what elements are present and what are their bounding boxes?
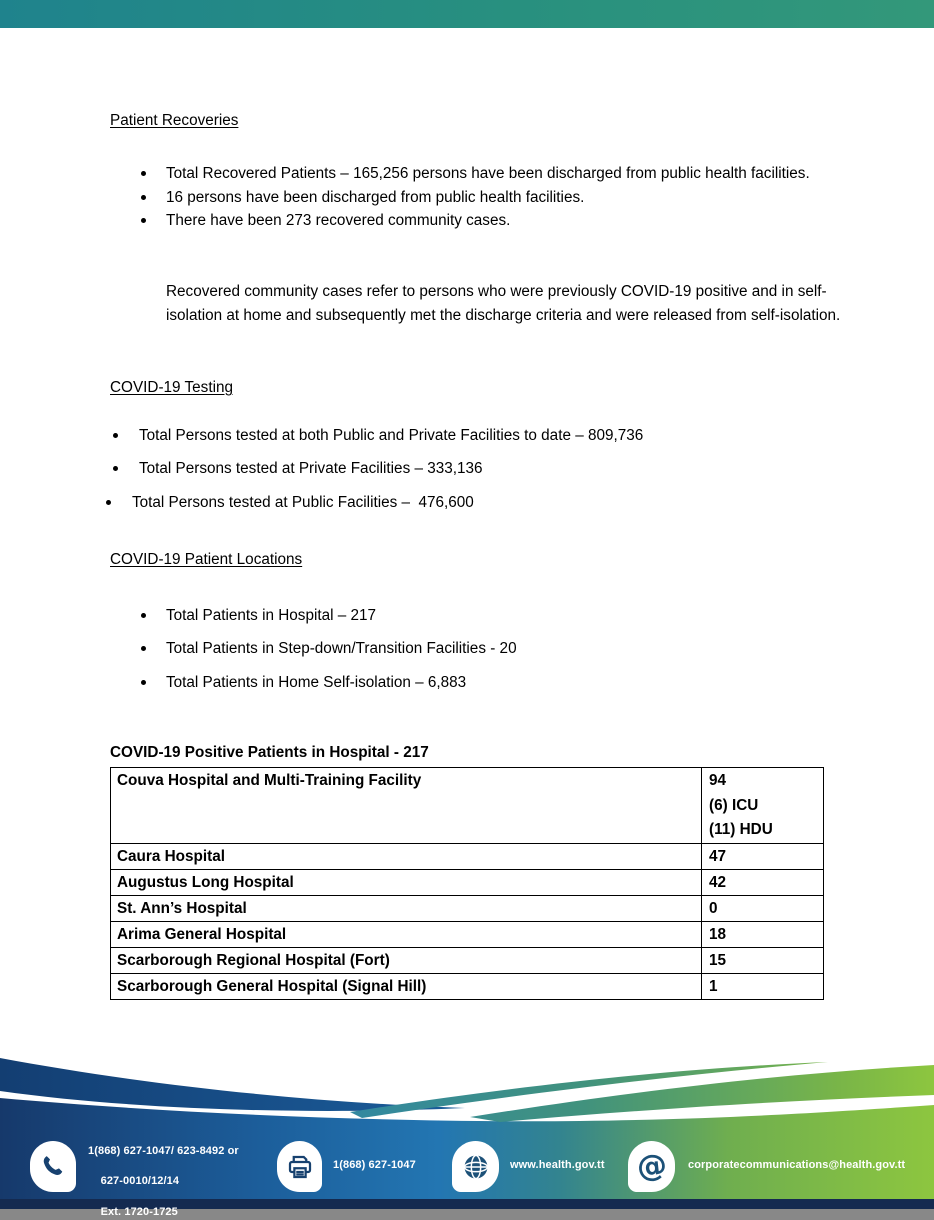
recovered-cases-note: Recovered community cases refer to persons who were previously COVID-19 positive and in self-isolation at home and subsequently met the discharge criteria and were released from self-isolation. (166, 283, 841, 324)
bullet-icon (113, 433, 118, 438)
value-line: (6) ICU (709, 796, 759, 814)
value-cell (701, 844, 823, 869)
phone-line: Ext. 1720-1725 (100, 1205, 178, 1218)
value-cell (701, 896, 823, 921)
list-item (110, 461, 643, 476)
facility-cell: Caura Hospital (117, 848, 225, 865)
table-row (111, 973, 823, 999)
list-item-text: Total Patients in Hospital – 217 (166, 607, 377, 624)
list-item-text: Total Persons tested at Public Facilities – 476,600 (132, 493, 474, 511)
table-row (111, 843, 823, 869)
list-item-text: Total Persons tested at Private Facilities – 333,136 (139, 460, 483, 478)
value-cell (701, 768, 823, 843)
table-row (111, 947, 823, 973)
fax-number-text: 1(868) 627-1047 (333, 1159, 416, 1171)
table-row (111, 768, 823, 843)
bullet-icon (141, 195, 146, 200)
testing-list (110, 428, 643, 510)
value-cell (701, 870, 823, 895)
phone-line: 1(868) 627-1047/ 623-8492 or (88, 1145, 239, 1157)
patient-recoveries-list (110, 162, 870, 233)
hospital-table-caption: COVID-19 Positive Patients in Hospital - 217 (110, 744, 429, 761)
at-glyph: @ (634, 1147, 669, 1185)
value-line: 15 (709, 952, 727, 969)
value-line: (11) HDU (709, 821, 773, 839)
bullet-icon (141, 218, 146, 223)
facility-cell: Scarborough Regional Hospital (Fort) (117, 952, 390, 969)
at-icon (628, 1141, 675, 1192)
list-item (110, 641, 517, 656)
phone-numbers-text (88, 1144, 239, 1220)
globe-icon (452, 1141, 499, 1192)
value-cell (701, 922, 823, 947)
value-line: 47 (709, 848, 727, 865)
bullet-icon (141, 613, 146, 618)
table-row (111, 921, 823, 947)
heading-covid-testing: COVID-19 Testing (110, 379, 233, 396)
value-cell (701, 974, 823, 999)
email-text: corporatecommunications@health.gov.tt (688, 1159, 906, 1171)
list-item-text: Total Persons tested at both Public and Private Facilities to date – 809,736 (139, 427, 644, 444)
value-cell (701, 948, 823, 973)
hospital-table (110, 767, 824, 1000)
top-accent-bar (0, 0, 934, 28)
list-item (110, 675, 517, 690)
list-item (110, 186, 926, 210)
facility-cell: Arima General Hospital (117, 926, 287, 943)
list-item-text: 16 persons have been discharged from public health facilities. (166, 188, 585, 206)
list-item (110, 428, 643, 443)
facility-cell: Scarborough General Hospital (Signal Hill) (117, 978, 427, 995)
list-item (110, 608, 517, 623)
website-text: www.health.gov.tt (510, 1159, 605, 1171)
value-line: 42 (709, 874, 727, 891)
value-line: 1 (709, 978, 718, 995)
list-item (103, 495, 643, 510)
heading-patient-recoveries: Patient Recoveries (110, 112, 239, 129)
table-row (111, 869, 823, 895)
list-item (110, 209, 926, 233)
list-item-text: There have been 273 recovered community cases. (166, 212, 511, 230)
value-line: 0 (709, 900, 718, 917)
bullet-icon (141, 171, 146, 176)
heading-patient-locations: COVID-19 Patient Locations (110, 551, 303, 568)
value-line: 94 (709, 772, 727, 789)
value-line: 18 (709, 926, 727, 943)
bullet-icon (113, 466, 118, 471)
facility-cell: Couva Hospital and Multi-Training Facility (117, 772, 422, 789)
list-item-text: Total Patients in Home Self-isolation – 6,883 (166, 673, 467, 691)
phone-line: 627-0010/12/14 (100, 1175, 180, 1188)
phone-icon (30, 1141, 76, 1192)
table-row (111, 895, 823, 921)
list-item-text: Total Recovered Patients – 165,256 persons have been discharged from public health facilities. (166, 165, 810, 182)
list-item-text: Total Patients in Step-down/Transition Facilities - 20 (166, 640, 517, 658)
locations-list (110, 608, 517, 690)
facility-cell: St. Ann’s Hospital (117, 900, 247, 917)
bullet-icon (141, 680, 146, 685)
bullet-icon (106, 500, 111, 505)
facility-cell: Augustus Long Hospital (117, 874, 294, 891)
bullet-icon (141, 646, 146, 651)
fax-icon (277, 1141, 322, 1192)
list-item (110, 162, 866, 186)
